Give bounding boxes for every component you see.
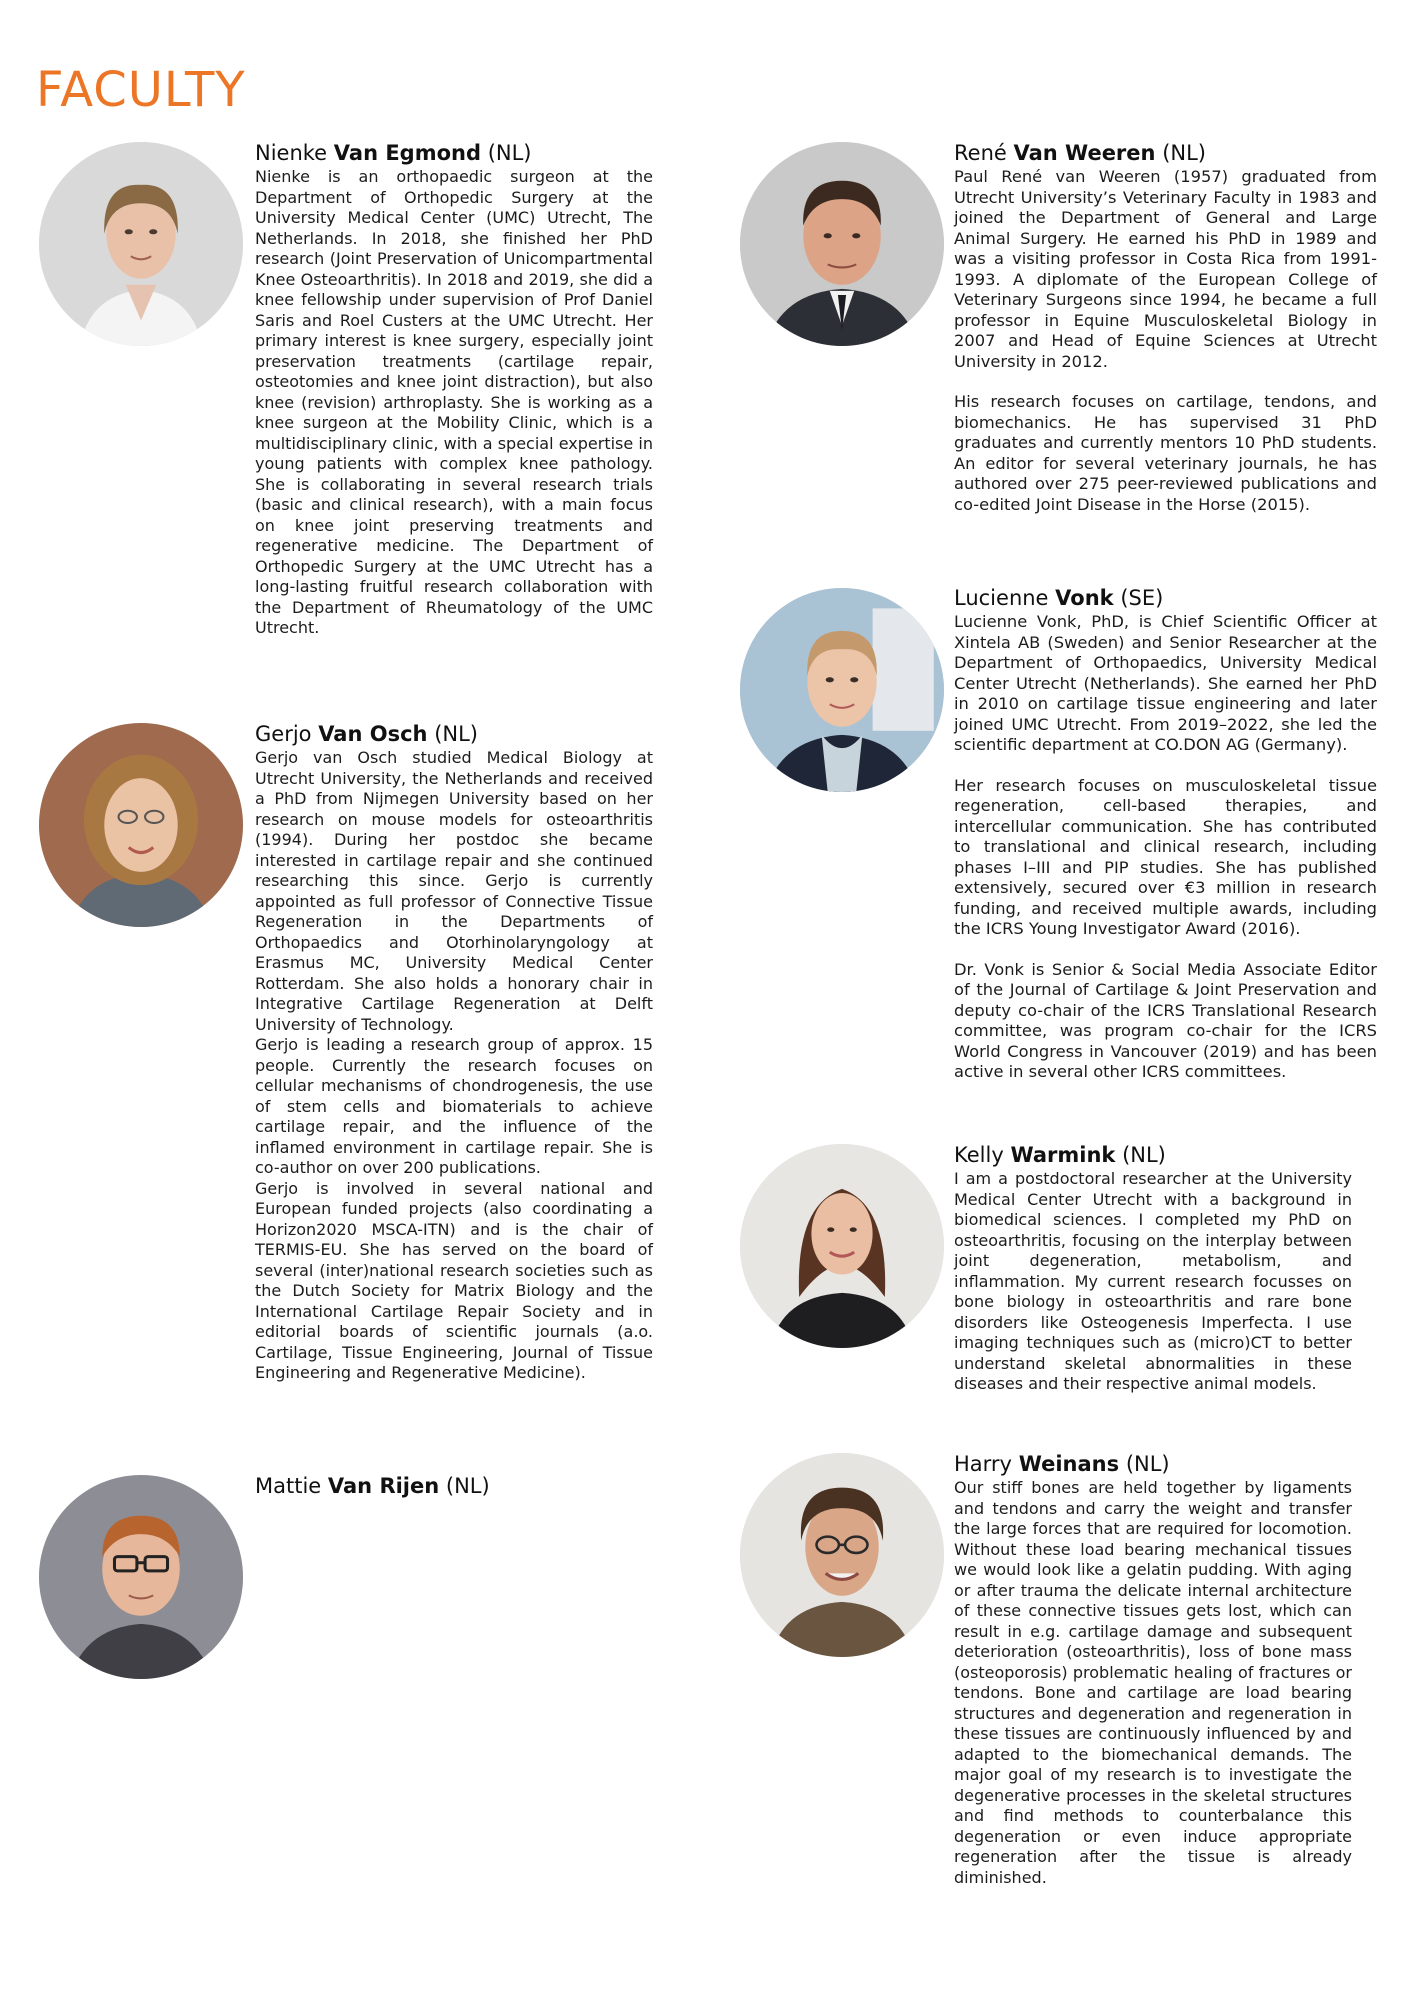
last-name: Vonk <box>1055 586 1114 610</box>
bio-paragraph: Lucienne Vonk, PhD, is Chief Scientific Officer at Xintela AB (Sweden) and Senior Researcher at the Department of Orthopaedics, University Medical Center Utrecht (Netherlands). She earned her PhD in 2010 on cartilage tissue engineering and later joined UMC Utrecht. From 2019–2022, she led the scientific department at CO.DON AG (Germany). <box>954 612 1377 754</box>
country-code: (NL) <box>1125 1452 1170 1476</box>
country-code: (SE) <box>1120 586 1164 610</box>
country-code: (NL) <box>1162 141 1206 165</box>
bio-paragraph: Gerjo is involved in several national and European funded projects (also coordinating a Horizon2020 MSCA-ITN) and is the chair of TERMIS-EU. She has served on the board of several (inter)national research societies such as the Dutch Society for Matrix Biology and the International Cartilage Repair Society and in editorial boards of scientific journals (a.o. Cartilage, Tissue Engineering, Journal of Tissue Engineering and Regenerative Medicine). <box>255 1178 653 1382</box>
bio-paragraph: I am a postdoctoral researcher at the University Medical Center Utrecht with a background in biomedical sciences. I completed my PhD on osteoarthritis, focusing on the interplay between joint degeneration, metabolism, and inflammation. My current research focusses on bone biology in osteoarthritis and rare bone disorders like Osteogenesis Imperfecta. I use imaging techniques such as (micro)CT to better understand skeletal abnormalities in these diseases and their respective animal models. <box>954 1169 1352 1393</box>
last-name: Van Weeren <box>1013 141 1156 165</box>
faculty-bio <box>255 167 653 639</box>
bio-paragraph: Her research focuses on musculoskeletal tissue regeneration, cell-based therapies, and intercellular communication. She has contributed to translational and clinical research, including phases I–III and PIP studies. She has published extensively, secured over €3 million in research funding, and received multiple awards, including the ICRS Young Investigator Award (2016). <box>954 775 1377 938</box>
portrait-woman-blazer-icon <box>740 588 944 792</box>
first-name: Lucienne <box>954 586 1049 610</box>
portrait-photo <box>39 723 243 927</box>
faculty-name <box>255 1474 653 1498</box>
country-code: (NL) <box>445 1474 490 1498</box>
first-name: Gerjo <box>255 722 312 746</box>
first-name: Nienke <box>255 141 328 165</box>
portrait-woman-blonde-icon <box>39 142 243 346</box>
portrait-photo <box>740 142 944 346</box>
faculty-name <box>954 141 1377 165</box>
bio-paragraph: Gerjo van Osch studied Medical Biology at Utrecht University, the Netherlands and received a PhD from Nijmegen University based on her research on mouse models for osteoarthritis (1994). During her postdoc she became interested in cartilage repair and she continued researching this since. Gerjo is currently appointed as full professor of Connective Tissue Regeneration in the Departments of Orthopaedics and Otorhinolaryngology at Erasmus MC, University Medical Center Rotterdam. She also holds a honorary chair in Integrative Cartilage Regeneration at Delft University of Technology. <box>255 748 653 1034</box>
faculty-name <box>954 1143 1352 1167</box>
bio-paragraph: Gerjo is leading a research group of approx. 15 people. Currently the research focuses on cellular mechanisms of chondrogenesis, the use of stem cells and biomaterials to achieve cartilage repair, and the influence of the inflamed environment in cartilage repair. She is co-author on over 200 publications. <box>255 1035 653 1177</box>
last-name: Weinans <box>1018 1452 1120 1476</box>
first-name: René <box>954 141 1007 165</box>
faculty-name <box>255 722 653 746</box>
last-name: Van Rijen <box>327 1474 440 1498</box>
portrait-photo <box>740 1144 944 1348</box>
faculty-bio <box>954 1169 1352 1395</box>
first-name: Harry <box>954 1452 1012 1476</box>
last-name: Warmink <box>1010 1143 1116 1167</box>
bio-paragraph: Nienke is an orthopaedic surgeon at the Department of Orthopedic Surgery at the University Medical Center (UMC) Utrecht, The Netherlands. In 2018, she finished her PhD research (Joint Preservation of Unicompartmental Knee Osteoarthritis). In 2018 and 2019, she did a knee fellowship under supervision of Prof Daniel Saris and Roel Custers at the UMC Utrecht. Her primary interest is knee surgery, especially joint preservation treatments (cartilage repair, osteotomies and knee joint distraction), but also knee (revision) arthroplasty. She is working as a knee surgeon at the Mobility Clinic, which is a multidisciplinary clinic, with a special expertise in young patients with complex knee pathology. She is collaborating in several research trials (basic and clinical research), with a main focus on knee joint preserving treatments and regenerative medicine. The Department of Orthopedic Surgery at the UMC Utrecht has a long-lasting fruitful research collaboration with the Department of Rheumatology of the UMC Utrecht. <box>255 167 653 637</box>
page-heading: FACULTY <box>36 62 246 118</box>
country-code: (NL) <box>1122 1143 1166 1167</box>
portrait-photo <box>740 588 944 792</box>
portrait-photo <box>39 1475 243 1679</box>
first-name: Mattie <box>255 1474 322 1498</box>
faculty-name <box>255 141 653 165</box>
last-name: Van Osch <box>318 722 428 746</box>
portrait-photo <box>740 1453 944 1657</box>
faculty-bio <box>954 167 1377 515</box>
portrait-woman-dark-hair-icon <box>740 1144 944 1348</box>
faculty-bio <box>954 1478 1352 1888</box>
portrait-woman-curly-hair-icon <box>39 723 243 927</box>
country-code: (NL) <box>487 141 532 165</box>
portrait-man-glasses-red-hair-icon <box>39 1475 243 1679</box>
portrait-photo <box>39 142 243 346</box>
faculty-name <box>954 1452 1352 1476</box>
bio-paragraph: His research focuses on cartilage, tendons, and biomechanics. He has supervised 31 PhD graduates and currently mentors 10 PhD students. An editor for several veterinary journals, he has authored over 275 peer-reviewed publications and co-edited Joint Disease in the Horse (2015). <box>954 392 1377 514</box>
faculty-bio <box>954 612 1377 1083</box>
country-code: (NL) <box>434 722 478 746</box>
portrait-man-curly-glasses-icon <box>740 1453 944 1657</box>
bio-paragraph: Paul René van Weeren (1957) graduated from Utrecht University’s Veterinary Faculty in 1983 and joined the Department of General and Large Animal Surgery. He earned his PhD in 1989 and was a visiting professor in Costa Rica from 1991-1993. A diplomate of the European College of Veterinary Surgeons since 1994, he became a full professor in Equine Musculoskeletal Biology in 2007 and Head of Equine Sciences at Utrecht University in 2012. <box>954 167 1377 371</box>
bio-paragraph: Our stiff bones are held together by ligaments and tendons and carry the weight and transfer the large forces that are required for locomotion. Without these load bearing mechanical tissues we would look like a gelatin pudding. With aging or after trauma the delicate internal architecture of these connective tissues gets lost, which can result in e.g. cartilage damage and subsequent deterioration (osteoarthritis), loss of bone mass (osteoporosis) problematic healing of fractures or tendons. Bone and cartilage are load bearing structures and degeneration and regeneration in these tissues are continuously influenced by and adapted to the biomechanical demands. The major goal of my research is to investigate the degenerative processes in the skeletal structures and find methods to counterbalance this degeneration or even induce appropriate regeneration after the tissue is already diminished. <box>954 1478 1352 1887</box>
faculty-bio <box>255 748 653 1384</box>
last-name: Van Egmond <box>333 141 482 165</box>
first-name: Kelly <box>954 1143 1004 1167</box>
bio-paragraph: Dr. Vonk is Senior & Social Media Associate Editor of the Journal of Cartilage & Joint Preservation and deputy co-chair of the ICRS Translational Research committee, was program co-chair for the ICRS World Congress in Vancouver (2019) and has been active in several other ICRS committees. <box>954 959 1377 1081</box>
portrait-man-suit-icon <box>740 142 944 346</box>
faculty-name <box>954 586 1377 610</box>
